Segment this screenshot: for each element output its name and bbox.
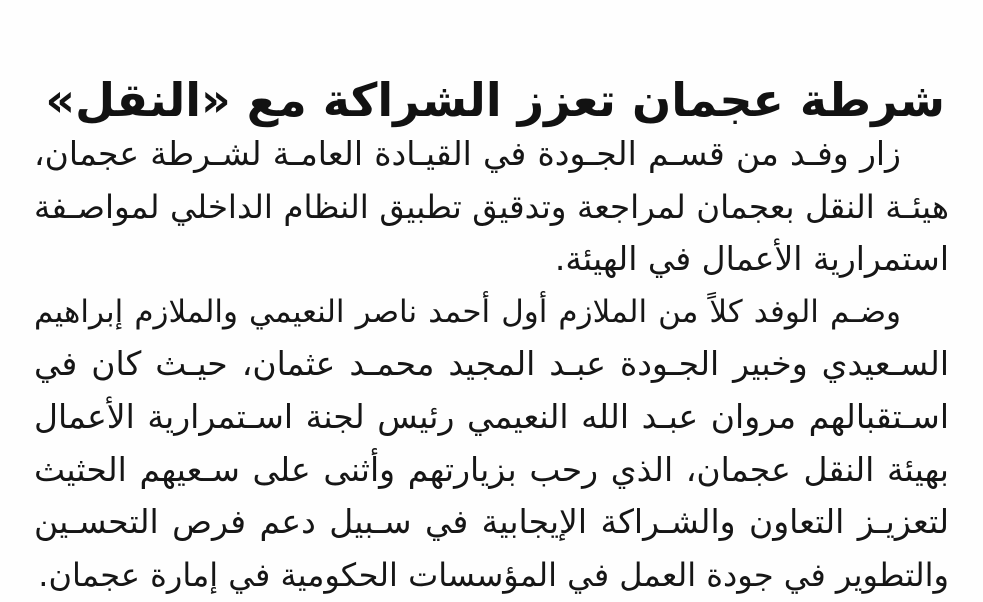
paragraph-1-line-2: هيئـة النقل بعجمان لمراجعة وتدقيق تطبيق النظام الداخلي لمواصـفة [34,187,949,226]
paragraph-2-line-4: بهيئة النقل عجمان، الذي رحب بزيارتهم وأثنى على سـعيهم الحثيث [34,449,949,489]
paragraph-2-line-6: والتطوير في جودة العمل في المؤسسات الحكومية في إمارة عجمان. [38,555,949,594]
article-headline: شرطة عجمان تعزز الشراكة مع «النقل» [45,72,945,127]
paragraph-2-line-1: وضـم الوفد كلاً من الملازم أول أحمد ناصر النعيمي والملازم إبراهيم [34,293,901,330]
paragraph-2-line-2: السـعيدي وخبير الجـودة عبـد المجيد محمـد عثمان، حيـث كان في [34,344,949,384]
paragraph-2-line-5: لتعزيـز التعاون والشـراكة الإيجابية في سـبيل دعم فرص التحسـين [34,502,949,542]
paragraph-2-line-3: اسـتقبالهم مروان عبـد الله النعيمي رئيس لجنة اسـتمرارية الأعمال [34,396,949,436]
article-body [34,128,949,601]
paragraph-1-line-1: زار وفـد من قسـم الجـودة في القيـادة العامـة لشـرطة عجمان، [34,134,901,173]
paragraph-1-line-3: استمرارية الأعمال في الهيئة. [554,239,949,279]
